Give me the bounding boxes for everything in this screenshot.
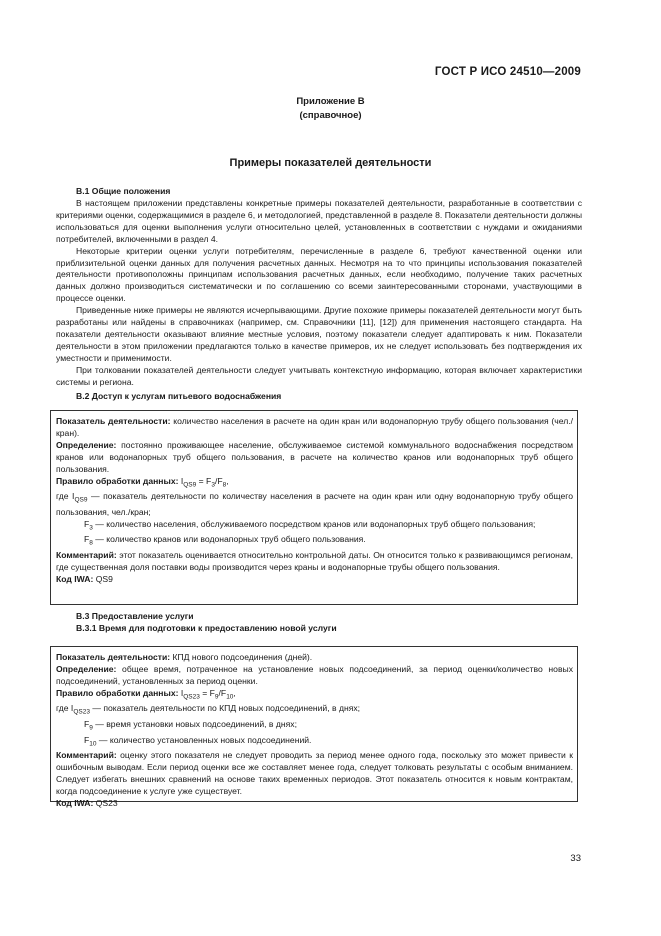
paragraph: При толковании показателей деятельности следует учитывать контекстную информацию, которая включает характеристики системы и региона.: [56, 364, 582, 387]
page-number: 33: [570, 853, 581, 864]
variable-f9-line: $F_9$ — время установки новых подсоединений, в днях;: [84, 718, 297, 732]
where-line: где $I_{QS9}$ — показатель деятельности по количеству населения в расчете на один кран или одну водонапорную трубу общего пользования, чел./кран;: [56, 491, 573, 517]
indicator-box-qs9: [50, 410, 578, 605]
formula-line: Правило обработки данных: $I_{QS23} = F_9/F_{10}$,: [56, 687, 236, 701]
document-title: Примеры показателей деятельности: [229, 157, 432, 169]
where-line: где $I_{QS23}$ — показатель деятельности по КПД новых подсоединений, в днях;: [56, 703, 361, 717]
section-b3-heading: В.3 Предоставление услуги: [76, 611, 194, 621]
definition-line: Определение: общее время, потраченное на установление новых подсоединений, за период оценки/количество новых подсоединений, установленных за период оценки.: [56, 663, 573, 686]
indicator-line: Показатель деятельности: количество населения в расчете на один кран или водонапорную трубу общего пользования (чел./кран).: [56, 416, 574, 438]
standard-header: ГОСТ Р ИСО 24510—2009: [434, 66, 581, 78]
code-line: Код IWA: QS23: [56, 797, 118, 808]
code-line: Код IWA: QS9: [56, 573, 113, 584]
indicator-line: Показатель деятельности: КПД нового подсоединения (дней).: [56, 652, 313, 662]
appendix-subtitle: (справочное): [299, 110, 362, 121]
indicator-box-qs23: [50, 646, 578, 808]
comment-line: Комментарий: оценку этого показателя не следует проводить за период менее одного года, поскольку это может привести к ошибочным выводам. Если период оценки все же составляет менее года, следует толковать результаты с особым вниманием. Следует избегать внешних сравнений на основе таких временных периодов. Этот показатель относится к новым контрактам, когда подсоединение к услуге уже существует.: [56, 750, 573, 796]
formula-line: Правило обработки данных: $I_{QS9} = F_3/F_8$,: [56, 475, 229, 489]
section-b1-heading: В.1 Общие положения: [76, 186, 171, 196]
section-b2-heading: В.2 Доступ к услугам питьевого водоснабжения: [76, 391, 282, 401]
paragraph: Некоторые критерии оценки услуги потребителям, перечисленные в разделе 6, требуют качественной оценки или приблизительной оценки данных для получения расчетных данных. Несмотря на то что принципы использования показателей деятельности противоположны принципам использования расчетных данных, если необходимо, получение таких расчетных данных должно производиться систематически и по соглашению со всеми заинтересованными сторонами, участвующими в процессе оценки.: [56, 245, 582, 304]
variable-f8-line: $F_8$ — количество кранов или водонапорных труб общего пользования.: [84, 534, 366, 548]
comment-line: Комментарий: этот показатель оценивается относительно контрольной даты. Он относится только к развивающимся регионам, где существенная доля поставки воды производится через краны и водонапорные трубы общего пользования.: [56, 549, 573, 572]
appendix-heading: [0, 95, 661, 123]
appendix-title: Приложение В: [296, 96, 365, 107]
variable-f10-line: $F_{10}$ — количество установленных новых подсоединений.: [84, 734, 312, 748]
section-b1-body: [56, 198, 582, 389]
paragraph: В настоящем приложении представлены конкретные примеры показателей деятельности, разработанные в соответствии с критериями оценки, содержащимися в разделе 6, и методологией, представленной в разделе 8. Показатели деятельности должны использоваться для оценки выполнения услуги относительно целей, установленных в соответствии с нуждами и ожиданиями потребителей, включенными в раздел 4.: [56, 198, 582, 244]
variable-f3-line: $F_3$ — количество населения, обслуживаемого посредством кранов или водонапорных труб общего пользования;: [84, 518, 536, 532]
section-b31-heading: В.3.1 Время для подготовки к предоставлению новой услуги: [76, 623, 337, 633]
paragraph: Приведенные ниже примеры не являются исчерпывающими. Другие похожие примеры показателей деятельности могут быть разработаны или найдены в справочниках (например, см. Справочники [11], [12]) для применения настоящего стандарта. На показатели деятельности оказывают влияние местные условия, поэтому показатели следует адаптировать к ним. Показатели деятельности в этом приложении предлагаются только в качестве примеров, их не следует использовать без подтверждения их уместности и применимости.: [56, 305, 582, 363]
definition-line: Определение: постоянно проживающее население, обслуживаемое системой коммунального водоснабжения посредством кранов или водонапорных труб общего пользования, в расчете на количество кранов или водонапорных труб общего пользования.: [56, 439, 573, 474]
